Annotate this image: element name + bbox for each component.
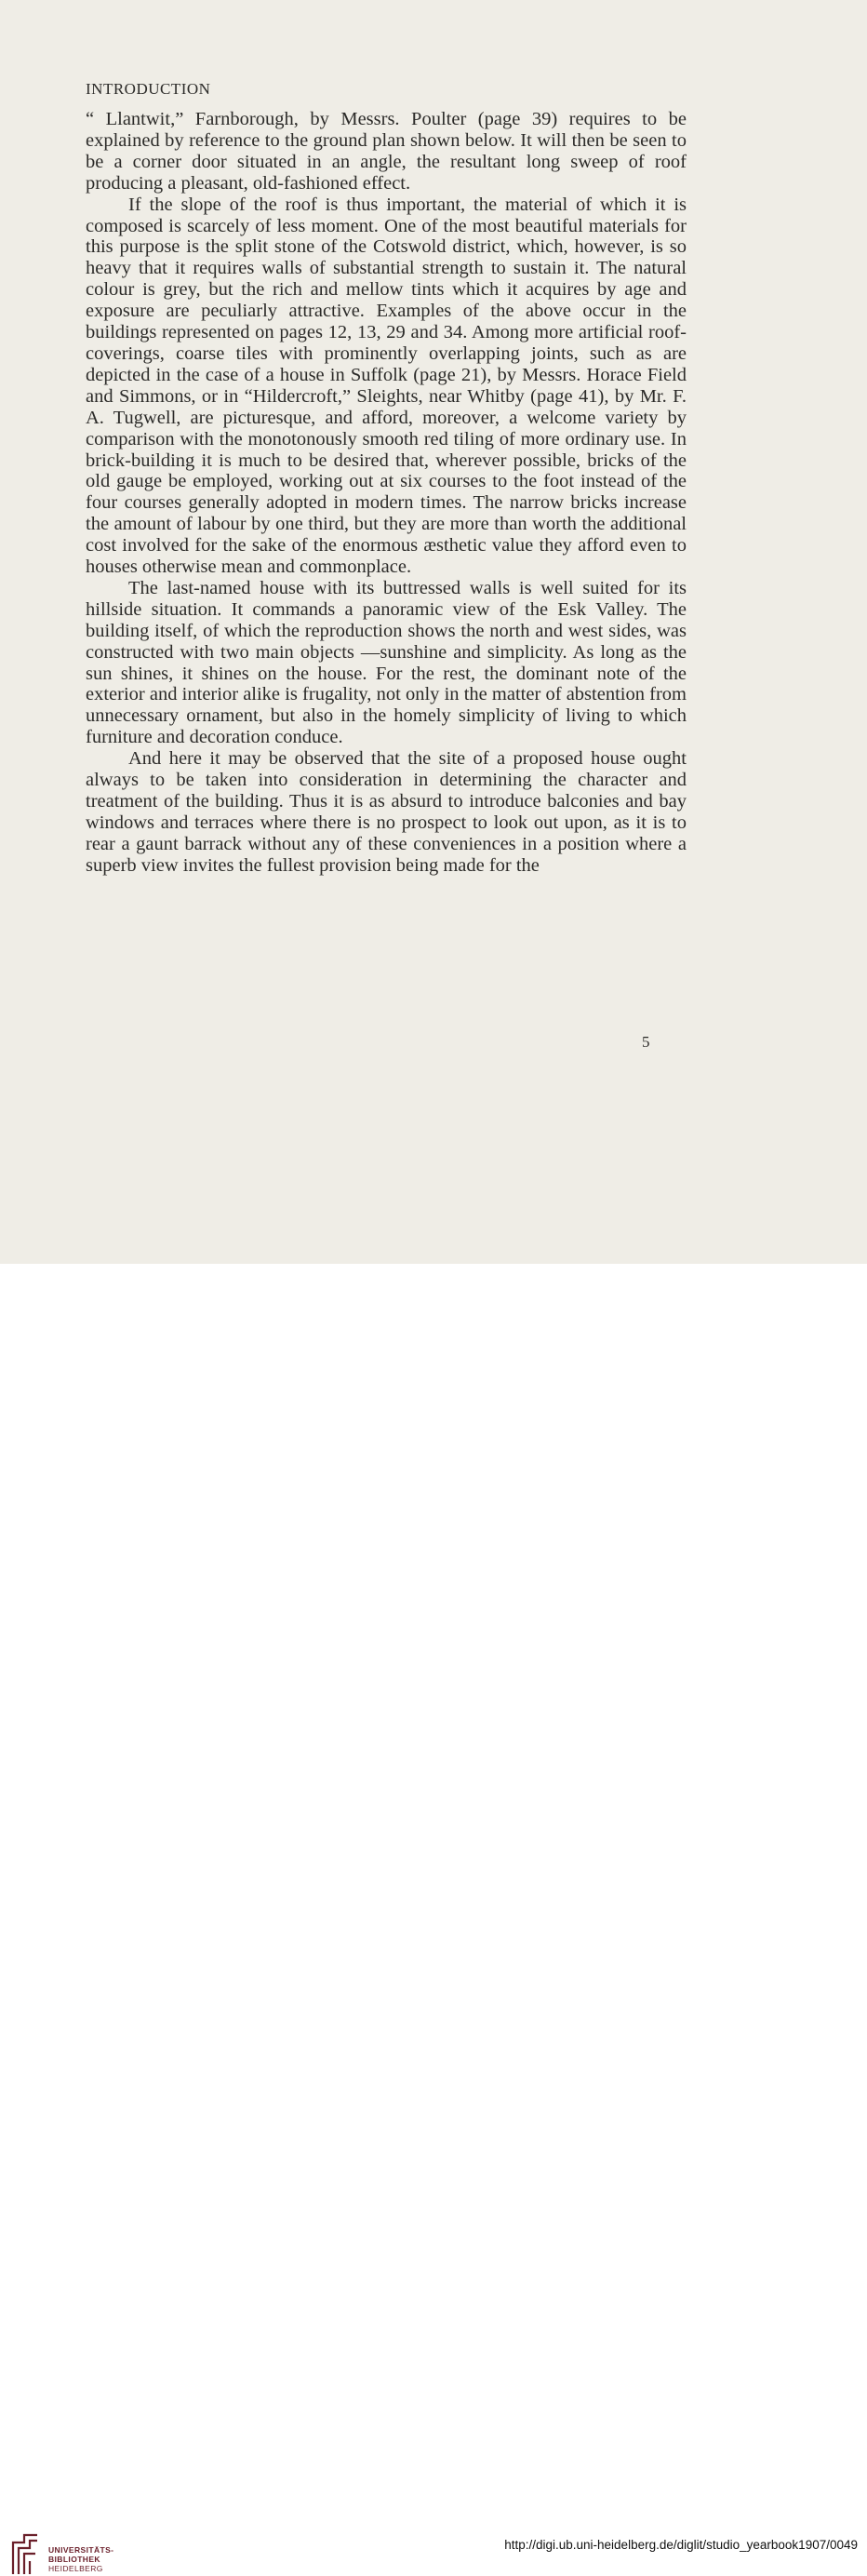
paragraph-1: “ Llantwit,” Farnborough, by Messrs. Poulter (page 39) requires to be explained by reference to the ground plan shown below. It will then be seen to be a corner door situated in an angle, the resultant long sweep of roof producing a pleasant, old-fashioned effect.	[86, 109, 687, 194]
paragraph-2: If the slope of the roof is thus important, the material of which it is composed is scarcely of less moment. One of the most beautiful materials for this purpose is the split stone of the Cotswold district, which, however, is so heavy that it requires walls of substantial strength to sustain it. The natural colour is grey, but the rich and mellow tints which it acquires by age and exposure are peculiarly attractive. Examples of the above occur in the buildings represented on pages 12, 13, 29 and 34. Among more artificial roof-coverings, coarse tiles with prominently overlapping joints, such as are depicted in the case of a house in Suffolk (page 21), by Messrs. Horace Field and Simmons, or in “Hildercroft,” Sleights, near Whitby (page 41), by Mr. F. A. Tugwell, are picturesque, and afford, moreover, a welcome variety by comparison with the monotonously smooth red tiling of more ordinary use. In brick-building it is much to be desired that, wherever possible, bricks of the old gauge be employed, working out at six courses to the foot instead of the four courses generally adopted in modern times. The narrow bricks increase the amount of labour by one third, but they are more than worth the additional cost involved for the sake of the enormous æsthetic value they afford even to houses otherwise mean and commonplace.	[86, 194, 687, 578]
library-name-line-3: HEIDELBERG	[48, 2564, 103, 2573]
page-number: 5	[642, 1033, 650, 1051]
source-url-link[interactable]: http://digi.ub.uni-heidelberg.de/diglit/studio_yearbook1907/0049	[504, 2538, 858, 2552]
library-logo-icon	[9, 2533, 41, 2576]
library-footer	[0, 1264, 867, 2573]
body-text	[86, 109, 687, 877]
running-heading: INTRODUCTION	[86, 80, 211, 98]
paragraph-4: And here it may be observed that the site of a proposed house ought always to be taken into consideration in determining the character and treatment of the building. Thus it is as absurd to introduce balconies and bay windows and terraces where there is no prospect to look out upon, as it is to rear a gaunt barrack without any of these conveniences in a position where a superb view invites the fullest provision being made for the	[86, 748, 687, 876]
library-name-line-2: BIBLIOTHEK	[48, 2555, 100, 2564]
paragraph-3: The last-named house with its buttressed walls is well suited for its hillside situation. It commands a panoramic view of the Esk Valley. The building itself, of which the reproduction shows the north and west sides, was constructed with two main objects —sunshine and simplicity. As long as the sun shines, it shines on the house. For the rest, the dominant note of the exterior and interior alike is frugality, not only in the matter of abstention from unnecessary ornament, but also in the homely simplicity of living to which furniture and decoration conduce.	[86, 577, 687, 748]
library-name-line-1: UNIVERSITÄTS-	[48, 2545, 114, 2555]
library-name	[48, 2545, 113, 2573]
scanned-page	[0, 0, 867, 1264]
